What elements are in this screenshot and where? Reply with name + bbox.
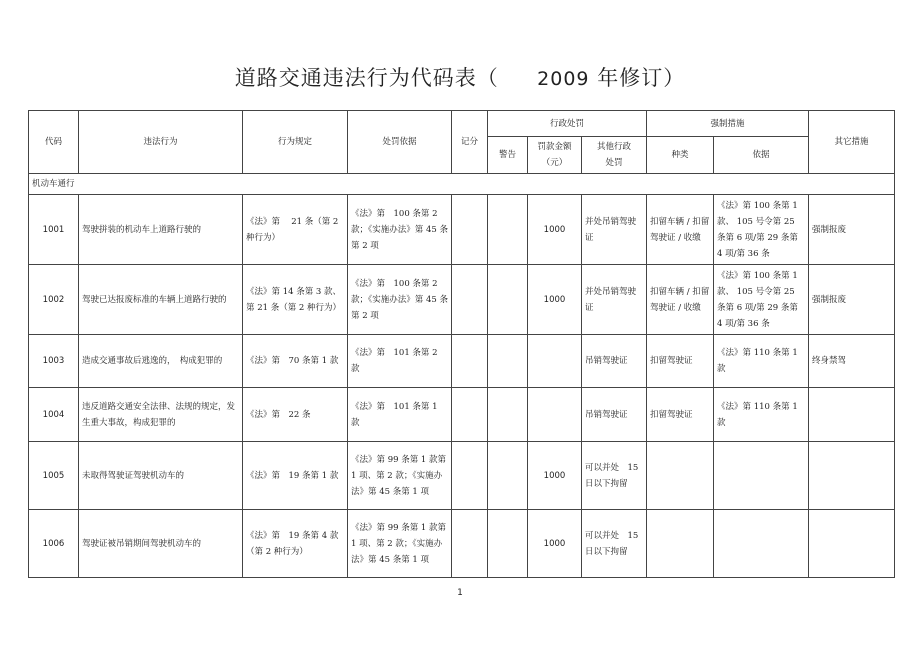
cell-behavior: 未取得驾驶证驾驶机动车的 <box>79 442 243 510</box>
header-basis: 处罚依据 <box>348 111 452 174</box>
cell-warning <box>488 510 528 578</box>
header-row <box>29 111 895 137</box>
cell-other-admin: 并处吊销驾驶证 <box>582 265 647 335</box>
cell-behavior: 驾驶证被吊销期间驾驶机动车的 <box>79 510 243 578</box>
cell-rule: 《法》第 22 条 <box>243 388 348 442</box>
cell-points <box>452 195 488 265</box>
header-behavior: 违法行为 <box>79 111 243 174</box>
header-code: 代码 <box>29 111 79 174</box>
cell-fine: 1000 <box>528 265 582 335</box>
cell-code: 1002 <box>29 265 79 335</box>
header-compulsory-type: 种类 <box>647 137 714 174</box>
header-other-measures: 其它措施 <box>809 111 895 174</box>
cell-rule: 《法》第 70 条第 1 款 <box>243 335 348 388</box>
header-fine-line2: （元） <box>541 158 568 168</box>
cell-measure-basis <box>714 510 809 578</box>
section-row <box>29 174 895 195</box>
cell-measure-basis <box>714 442 809 510</box>
header-admin-penalty: 行政处罚 <box>488 111 647 137</box>
cell-other-measures <box>809 510 895 578</box>
document-title <box>0 62 920 92</box>
cell-basis: 《法》第 99 条第 1 款第 1 项、第 2 款；《实施办法》第 45 条第 1 项 <box>348 442 452 510</box>
cell-other-measures: 强制报废 <box>809 265 895 335</box>
header-warning: 警告 <box>488 137 528 174</box>
title-suffix: 年修订） <box>597 66 686 90</box>
cell-basis: 《法》第 100 条第 2 款；《实施办法》第 45 条第 2 项 <box>348 195 452 265</box>
cell-code: 1004 <box>29 388 79 442</box>
header-fine <box>528 137 582 174</box>
header-other-admin-line2: 处罚 <box>605 158 623 168</box>
header-compulsory-basis: 依据 <box>714 137 809 174</box>
cell-fine <box>528 335 582 388</box>
header-other-admin-line1: 其他行政 <box>596 142 631 152</box>
cell-fine: 1000 <box>528 442 582 510</box>
cell-other-measures: 强制报废 <box>809 195 895 265</box>
cell-rule: 《法》第 19 条第 4 款（第 2 种行为） <box>243 510 348 578</box>
cell-measure-basis: 《法》第 110 条第 1 款 <box>714 335 809 388</box>
header-points: 记分 <box>452 111 488 174</box>
cell-points <box>452 510 488 578</box>
cell-other-measures: 终身禁驾 <box>809 335 895 388</box>
title-main: 道路交通违法行为代码表（ <box>234 66 499 90</box>
cell-points <box>452 388 488 442</box>
cell-behavior: 驾驶拼装的机动车上道路行驶的 <box>79 195 243 265</box>
section-title: 机动车通行 <box>29 174 895 195</box>
cell-basis: 《法》第 101 条第 1 款 <box>348 388 452 442</box>
cell-points <box>452 335 488 388</box>
cell-basis: 《法》第 100 条第 2 款；《实施办法》第 45 条第 2 项 <box>348 265 452 335</box>
header-other-admin <box>582 137 647 174</box>
cell-points <box>452 442 488 510</box>
cell-code: 1006 <box>29 510 79 578</box>
header-fine-line1: 罚款金额 <box>537 142 572 152</box>
cell-fine <box>528 388 582 442</box>
cell-measure-type: 扣留驾驶证 <box>647 335 714 388</box>
cell-points <box>452 265 488 335</box>
cell-warning <box>488 335 528 388</box>
cell-behavior: 造成交通事故后逃逸的， 构成犯罪的 <box>79 335 243 388</box>
cell-code: 1001 <box>29 195 79 265</box>
cell-code: 1003 <box>29 335 79 388</box>
cell-other-measures <box>809 442 895 510</box>
table-row <box>29 195 895 265</box>
title-year: 2009 <box>537 68 590 90</box>
cell-code: 1005 <box>29 442 79 510</box>
cell-warning <box>488 388 528 442</box>
cell-measure-type <box>647 442 714 510</box>
table-row <box>29 388 895 442</box>
cell-warning <box>488 265 528 335</box>
cell-warning <box>488 442 528 510</box>
cell-other-admin: 可以并处 15 日以下拘留 <box>582 442 647 510</box>
cell-measure-basis: 《法》第 100 条第 1 款、 105 号令第 25 条第 6 项/第 29 条第 4 项/第 36 条 <box>714 195 809 265</box>
violation-code-table <box>28 110 895 578</box>
header-rule: 行为规定 <box>243 111 348 174</box>
cell-measure-type: 扣留车辆 / 扣留驾驶证 / 收缴 <box>647 265 714 335</box>
cell-basis: 《法》第 99 条第 1 款第 1 项、第 2 款；《实施办法》第 45 条第 1 项 <box>348 510 452 578</box>
cell-other-admin: 并处吊销驾驶证 <box>582 195 647 265</box>
cell-behavior: 驾驶已达报废标准的车辆上道路行驶的 <box>79 265 243 335</box>
cell-other-measures <box>809 388 895 442</box>
cell-warning <box>488 195 528 265</box>
cell-behavior: 违反道路交通安全法律、法规的规定，发生重大事故，构成犯罪的 <box>79 388 243 442</box>
cell-other-admin: 可以并处 15 日以下拘留 <box>582 510 647 578</box>
cell-rule: 《法》第 14 条第 3 款、第 21 条（第 2 种行为） <box>243 265 348 335</box>
cell-measure-type: 扣留车辆 / 扣留驾驶证 / 收缴 <box>647 195 714 265</box>
table-row <box>29 510 895 578</box>
cell-rule: 《法》第 19 条第 1 款 <box>243 442 348 510</box>
table-row <box>29 335 895 388</box>
cell-other-admin: 吊销驾驶证 <box>582 388 647 442</box>
cell-measure-type: 扣留驾驶证 <box>647 388 714 442</box>
table-row <box>29 442 895 510</box>
header-compulsory: 强制措施 <box>647 111 809 137</box>
cell-measure-basis: 《法》第 110 条第 1 款 <box>714 388 809 442</box>
cell-fine: 1000 <box>528 195 582 265</box>
cell-other-admin: 吊销驾驶证 <box>582 335 647 388</box>
cell-basis: 《法》第 101 条第 2 款 <box>348 335 452 388</box>
cell-rule: 《法》第 21 条（第 2 种行为） <box>243 195 348 265</box>
table-row <box>29 265 895 335</box>
page-number: 1 <box>457 588 463 598</box>
cell-measure-type <box>647 510 714 578</box>
cell-fine: 1000 <box>528 510 582 578</box>
cell-measure-basis: 《法》第 100 条第 1 款、 105 号令第 25 条第 6 项/第 29 条第 4 项/第 36 条 <box>714 265 809 335</box>
